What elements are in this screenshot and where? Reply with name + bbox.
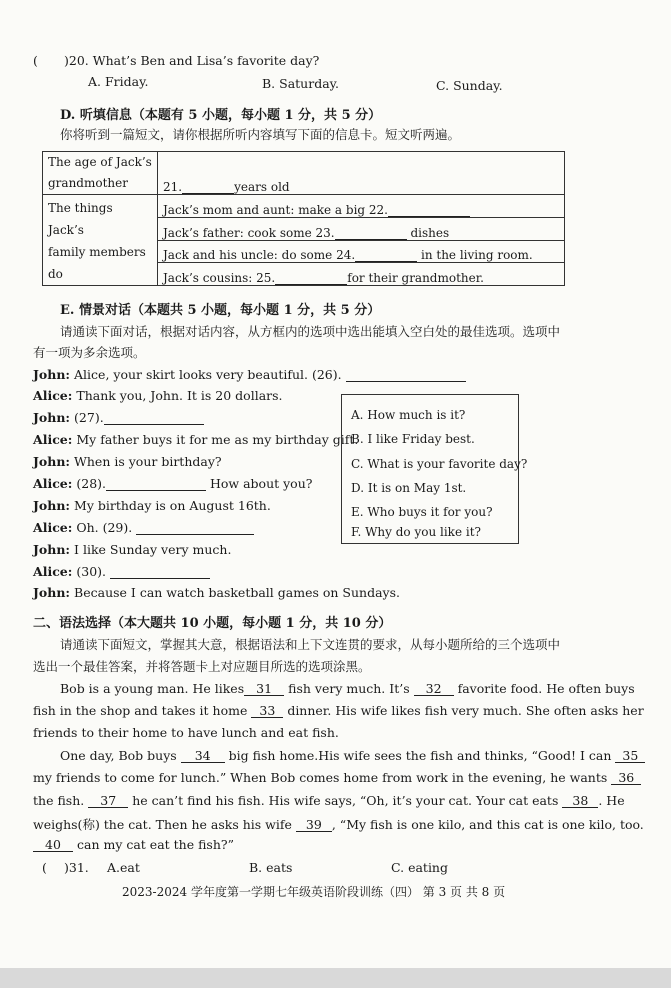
blank-24[interactable] (355, 249, 417, 262)
dialogue-line: Alice: (30). (33, 564, 210, 579)
option-f: F. Why do you like it? (351, 525, 481, 539)
info-card-item-24: Jack and his uncle: do some 24. in the living room. (158, 240, 565, 263)
info-card-item-25: Jack’s cousins: 25. for their grandmother. (158, 263, 565, 286)
blank-38[interactable]: 38 (562, 795, 598, 808)
blank-34[interactable]: 34 (181, 750, 225, 763)
blank-28[interactable] (106, 478, 206, 491)
section-d-instruction: 你将听到一篇短文，请你根据所听内容填写下面的信息卡。短文听两遍。 (60, 127, 461, 142)
info-card-answer-21: 21. years old (158, 152, 565, 195)
q20-option-a[interactable]: A. Friday. (88, 74, 149, 89)
blank-25[interactable] (275, 272, 347, 285)
blank-37[interactable]: 37 (88, 795, 128, 808)
info-card-item-22: Jack’s mom and aunt: make a big 22. (158, 195, 565, 218)
section-d-title: D. 听填信息（本题有 5 小题，每小题 1 分，共 5 分） (60, 108, 382, 123)
info-card-table (42, 151, 565, 286)
blank-39[interactable]: 39 (296, 819, 332, 832)
passage-line: Bob is a young man. He likes 31 fish very much. It’s 32 favorite food. He often buys (60, 681, 635, 696)
dialogue-line: John: My birthday is on August 16th. (33, 498, 271, 513)
blank-21[interactable] (182, 181, 234, 194)
part2-instruction-2: 选出一个最佳答案，并将答题卡上对应题目所选的选项涂黑。 (33, 659, 371, 674)
dialogue-line: Alice: Oh. (29). (33, 520, 254, 535)
dialogue-line: John: (27). (33, 410, 204, 425)
q20-bracket[interactable]: ( (33, 53, 38, 68)
q31-option-c[interactable]: C. eating (391, 860, 448, 875)
q31-option-b[interactable]: B. eats (249, 860, 293, 875)
option-b: B. I like Friday best. (351, 432, 475, 446)
q20-option-b[interactable]: B. Saturday. (262, 76, 340, 91)
q31-bracket[interactable]: ( (42, 860, 47, 875)
section-e-title: E. 情景对话（本题共 5 小题，每小题 1 分，共 5 分） (60, 303, 381, 318)
option-c: C. What is your favorite day? (351, 457, 528, 471)
option-d: D. It is on May 1st. (351, 481, 467, 495)
dialogue-line: Alice: (28). How about you? (33, 476, 313, 491)
options-box (341, 394, 528, 544)
option-e: E. Who buys it for you? (351, 505, 493, 519)
section-e-instruction-1: 请通读下面对话，根据对话内容，从方框内的选项中选出能填入空白处的最佳选项。选项中 (60, 324, 561, 339)
blank-32[interactable]: 32 (414, 683, 454, 696)
passage-line: the fish. 37 he can’t find his fish. His wife says, “Oh, it’s your cat. Your cat eats 38 . He (33, 793, 625, 808)
bottom-bar (0, 968, 671, 988)
q31-option-a[interactable]: A.eat (107, 860, 140, 875)
passage-line: my friends to come for lunch.” When Bob comes home from work in the evening, he wants 36 (33, 770, 641, 785)
passage-line: friends to their home to have lunch and eat fish. (33, 725, 339, 740)
blank-31[interactable]: 31 (244, 683, 284, 696)
option-a: A. How much is it? (351, 408, 466, 422)
passage-line: fish in the shop and takes it home 33 dinner. His wife likes fish very much. She often asks her (33, 703, 644, 718)
dialogue-line: John: Alice, your skirt looks very beautiful. (26). (33, 367, 466, 382)
blank-35[interactable]: 35 (615, 750, 645, 763)
info-card-label-age: The age of Jack’s grandmother (43, 152, 158, 195)
blank-22[interactable] (388, 204, 470, 217)
blank-36[interactable]: 36 (611, 772, 641, 785)
page-footer: 2023-2024 学年度第一学期七年级英语阶段训练（四） 第 3 页 共 8 页 (122, 885, 506, 899)
blank-33[interactable]: 33 (251, 705, 283, 718)
dialogue-line: John: Because I can watch basketball games on Sundays. (33, 585, 400, 600)
dialogue-line: John: I like Sunday very much. (33, 542, 232, 557)
q31-number: )31. (64, 860, 89, 875)
passage-line: weighs(称) the cat. Then he asks his wife 39 , “My fish is one kilo, and this cat is one kilo, too. (33, 817, 644, 832)
q20-option-c[interactable]: C. Sunday. (436, 78, 503, 93)
part2-title: 二、语法选择（本大题共 10 小题，每小题 1 分，共 10 分） (33, 616, 392, 631)
section-e-instruction-2: 有一项为多余选项。 (33, 345, 146, 360)
blank-23[interactable] (335, 227, 407, 240)
part2-instruction-1: 请通读下面短文，掌握其大意，根据语法和上下文连贯的要求，从每小题所给的三个选项中 (60, 637, 561, 652)
q20-question: )20. What’s Ben and Lisa’s favorite day? (64, 53, 320, 68)
dialogue-line: John: When is your birthday? (33, 454, 222, 469)
blank-26[interactable] (346, 369, 466, 382)
blank-29[interactable] (136, 522, 254, 535)
dialogue-line: Alice: Thank you, John. It is 20 dollars. (33, 388, 283, 403)
blank-40[interactable]: 40 (33, 839, 73, 852)
passage-line: 40 can my cat eat the fish?” (33, 837, 234, 852)
blank-27[interactable] (104, 412, 204, 425)
blank-30[interactable] (110, 566, 210, 579)
info-card-item-23: Jack’s father: cook some 23. dishes (158, 217, 565, 240)
dialogue-line: Alice: My father buys it for me as my birthday gift. (33, 432, 359, 447)
passage-line: One day, Bob buys 34 big fish home.His wife sees the fish and thinks, “Good! I can 35 (60, 748, 645, 763)
info-card-label-things: The things Jack’s family members do (43, 195, 158, 286)
